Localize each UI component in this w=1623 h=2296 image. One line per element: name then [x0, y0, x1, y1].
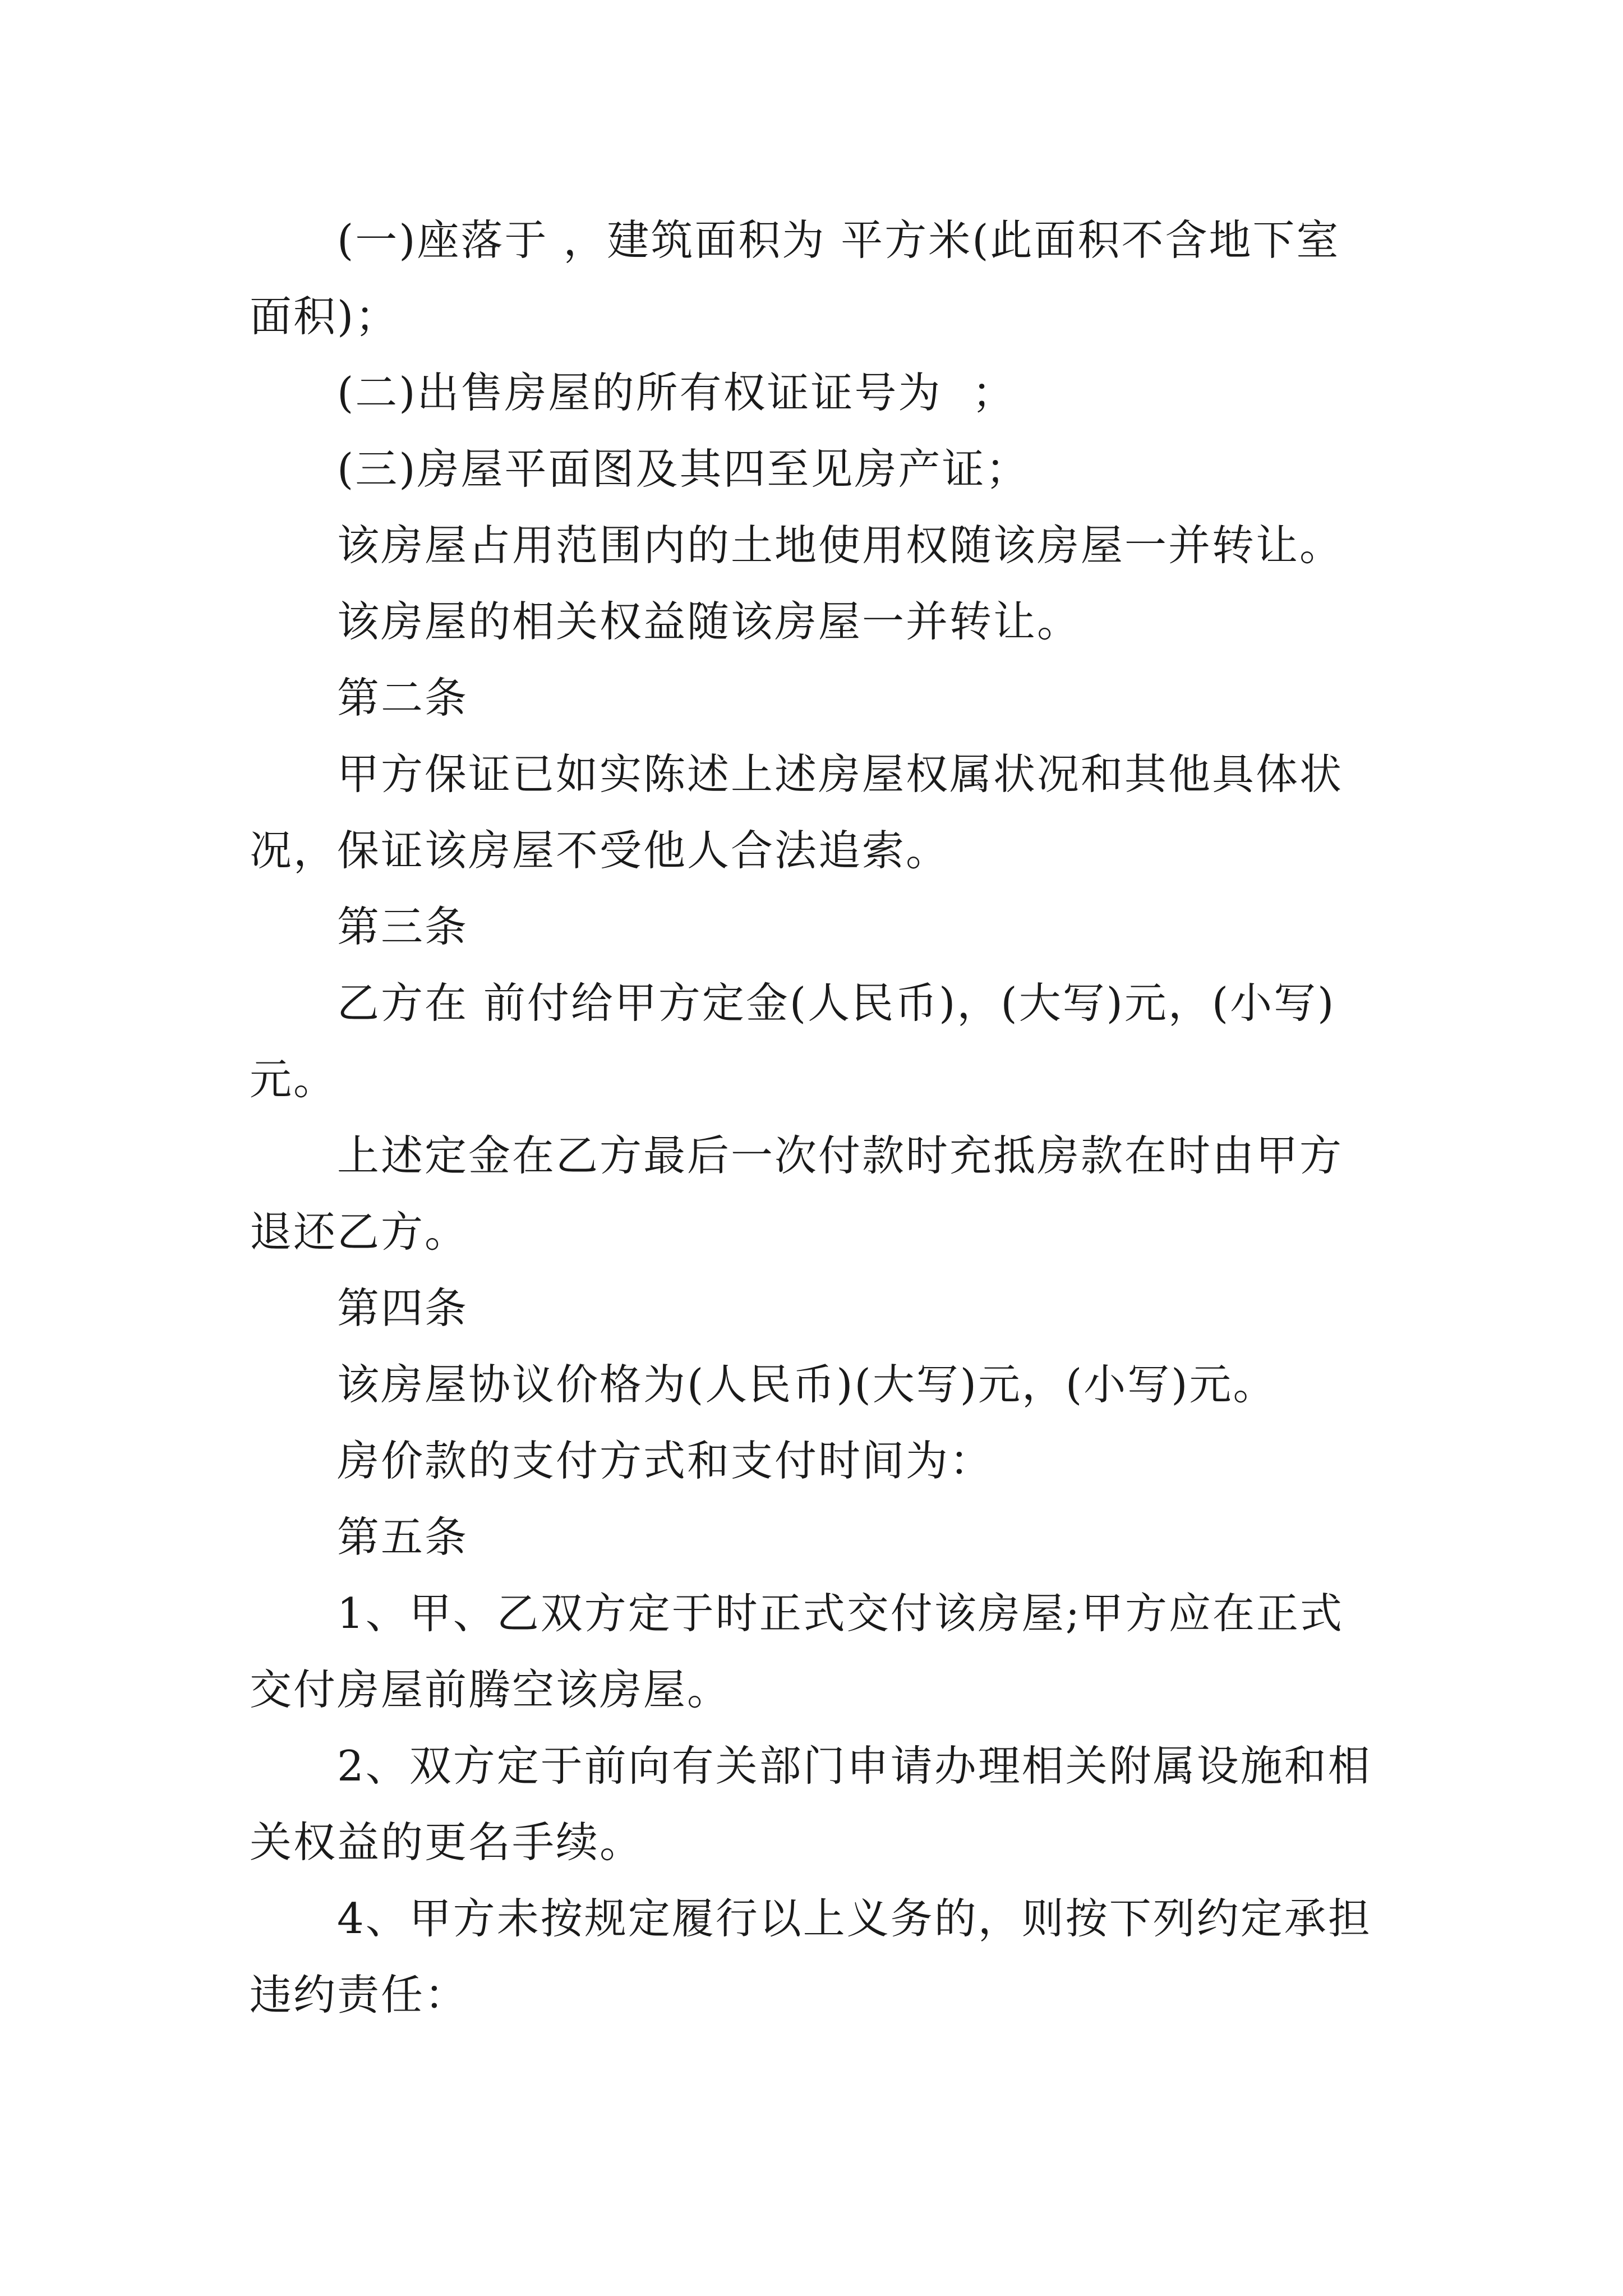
article-heading-2: 第二条	[337, 673, 469, 723]
paragraph-agreed-price: 该房屋协议价格为(人民币)(大写)元，(小写)元。	[337, 1360, 1277, 1409]
paragraph-location-area: (一)座落于 ，建筑面积为 平方米(此面积不含地下室面积)；	[250, 215, 1340, 341]
paragraph-floor-plan: (三)房屋平面图及其四至见房产证；	[337, 444, 1030, 494]
paragraph-related-rights: 该房屋的相关权益随该房屋一并转让。	[337, 597, 1081, 646]
paragraph-name-change: 2、双方定于前向有关部门申请办理相关附属设施和相关权益的更名手续。	[250, 1741, 1372, 1867]
paragraph-land-use-right: 该房屋占用范围内的土地使用权随该房屋一并转让。	[337, 521, 1344, 570]
paragraph-certificate-number: (二)出售房屋的所有权证证号为 ；	[337, 368, 1016, 417]
article-heading-4: 第四条	[337, 1283, 469, 1333]
article-heading-3: 第三条	[337, 902, 469, 951]
document-body	[250, 202, 1382, 2033]
paragraph-deposit-refund: 上述定金在乙方最后一次付款时充抵房款在时由甲方退还乙方。	[250, 1131, 1344, 1257]
paragraph-breach-liability: 4、甲方未按规定履行以上义务的，则按下列约定承担违约责任：	[250, 1894, 1372, 2019]
paragraph-deposit: 乙方在 前付给甲方定金(人民币)，(大写)元，(小写)元。	[250, 978, 1336, 1104]
paragraph-seller-guarantee: 甲方保证已如实陈述上述房屋权属状况和其他具体状况，保证该房屋不受他人合法追索。	[250, 749, 1344, 875]
paragraph-delivery: 1、甲、乙双方定于时正式交付该房屋;甲方应在正式交付房屋前腾空该房屋。	[250, 1589, 1344, 1714]
article-heading-5: 第五条	[337, 1512, 469, 1562]
paragraph-payment-method: 房价款的支付方式和支付时间为：	[337, 1436, 994, 1485]
